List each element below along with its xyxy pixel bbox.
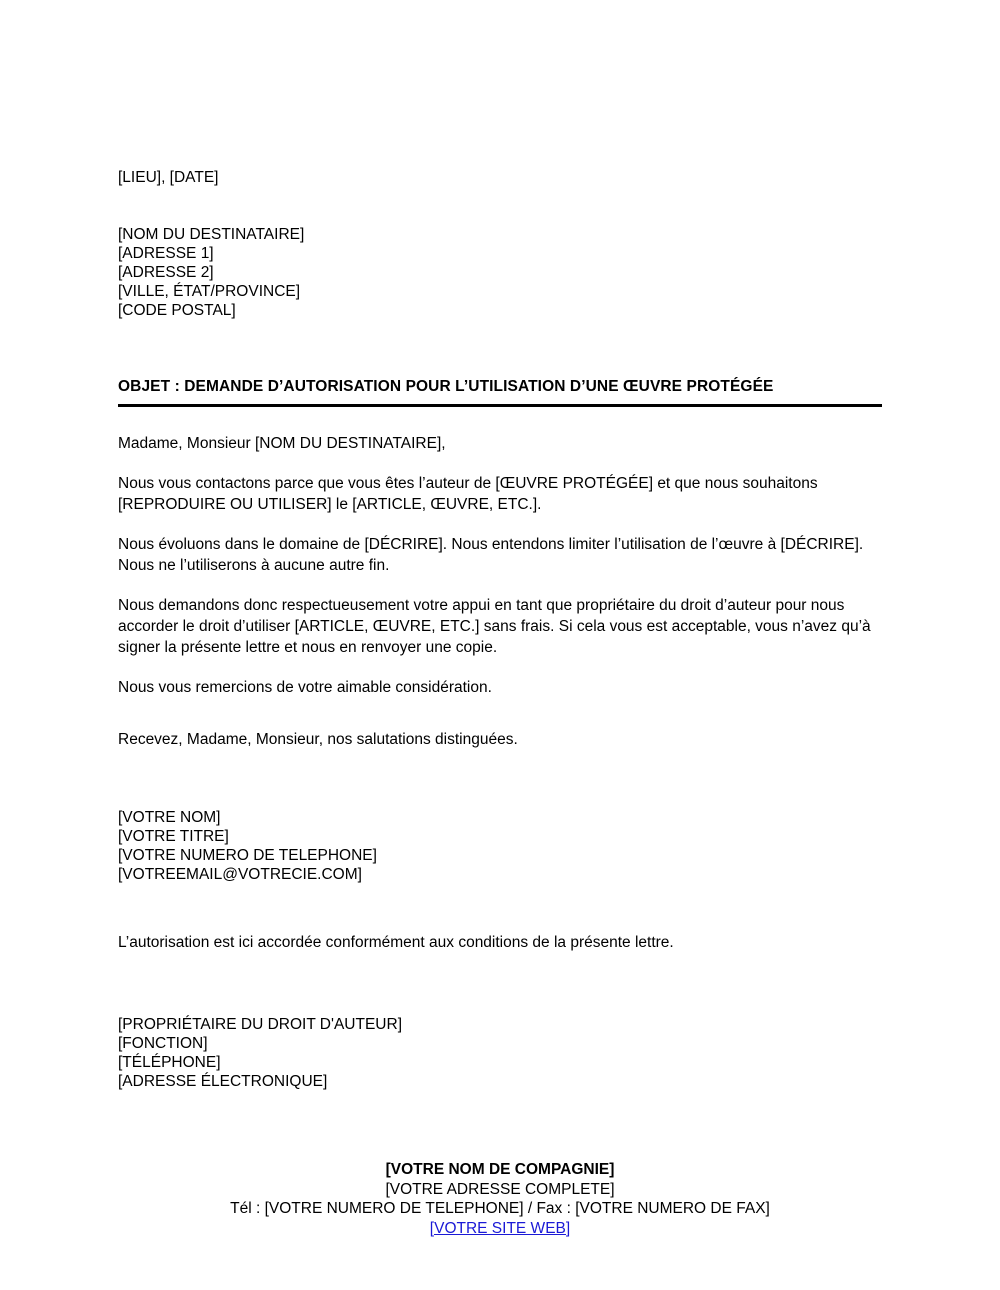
paragraph-1: Nous vous contactons parce que vous êtes l’auteur de [ŒUVRE PROTÉGÉE] et que nous souhaitons [REPRODUIRE OU UTILISER] le [ARTICLE, ŒUVRE, ETC.]. xyxy=(118,475,818,513)
owner-phone: [TÉLÉPHONE] xyxy=(118,1054,221,1071)
place-date-text: [LIEU], [DATE] xyxy=(118,169,219,186)
recipient-city-state: [VILLE, ÉTAT/PROVINCE] xyxy=(118,283,301,300)
paragraph-3: Nous demandons donc respectueusement votre appui en tant que propriétaire du droit d’auteur pour nous accorder le droit d’utiliser [ARTICLE, ŒUVRE, ETC.] sans frais. Si cela vous est acceptable, vous n’avez qu’à signer la présente lettre et nous en renvoyer une copie. xyxy=(118,597,871,656)
owner-email: [ADRESSE ÉLECTRONIQUE] xyxy=(118,1073,328,1090)
sender-title: [VOTRE TITRE] xyxy=(118,828,229,845)
sender-email: [VOTREEMAIL@VOTRECIE.COM] xyxy=(118,866,362,883)
copyright-owner-block xyxy=(118,1015,882,1091)
horizontal-rule xyxy=(118,404,882,407)
salutation: Madame, Monsieur [NOM DU DESTINATAIRE], xyxy=(118,435,446,452)
recipient-name: [NOM DU DESTINATAIRE] xyxy=(118,226,305,243)
footer-website-link[interactable]: [VOTRE SITE WEB] xyxy=(429,1219,571,1237)
date-line xyxy=(118,168,882,187)
paragraph-2: Nous évoluons dans le domaine de [DÉCRIRE]. Nous entendons limiter l’utilisation de l’œuvre à [DÉCRIRE]. Nous ne l’utiliserons à aucune autre fin. xyxy=(118,536,864,574)
owner-function: [FONCTION] xyxy=(118,1035,208,1052)
sender-name: [VOTRE NOM] xyxy=(118,809,221,826)
recipient-postal-code: [CODE POSTAL] xyxy=(118,302,236,319)
recipient-address-2: [ADRESSE 2] xyxy=(118,264,214,281)
recipient-address-block xyxy=(118,225,882,320)
owner-name: [PROPRIÉTAIRE DU DROIT D'AUTEUR] xyxy=(118,1016,402,1033)
footer-contact: Tél : [VOTRE NUMERO DE TELEPHONE] / Fax : [VOTRE NUMERO DE FAX] xyxy=(230,1200,770,1217)
spacer-before-closing xyxy=(118,717,882,729)
footer-address: [VOTRE ADRESSE COMPLETE] xyxy=(385,1180,615,1198)
signature-block xyxy=(118,808,882,884)
closing-line: Recevez, Madame, Monsieur, nos salutations distinguées. xyxy=(118,731,518,748)
recipient-address-1: [ADRESSE 1] xyxy=(118,245,214,262)
subject-line: OBJET : DEMANDE D’AUTORISATION POUR L’UTILISATION D’UNE ŒUVRE PROTÉGÉE xyxy=(118,378,774,395)
footer-company-name: [VOTRE NOM DE COMPAGNIE] xyxy=(385,1161,615,1178)
sender-phone: [VOTRE NUMERO DE TELEPHONE] xyxy=(118,847,377,864)
paragraph-4: Nous vous remercions de votre aimable considération. xyxy=(118,679,492,696)
page-footer xyxy=(0,1160,1000,1238)
authorization-grant-line: L’autorisation est ici accordée conformément aux conditions de la présente lettre. xyxy=(118,934,674,951)
